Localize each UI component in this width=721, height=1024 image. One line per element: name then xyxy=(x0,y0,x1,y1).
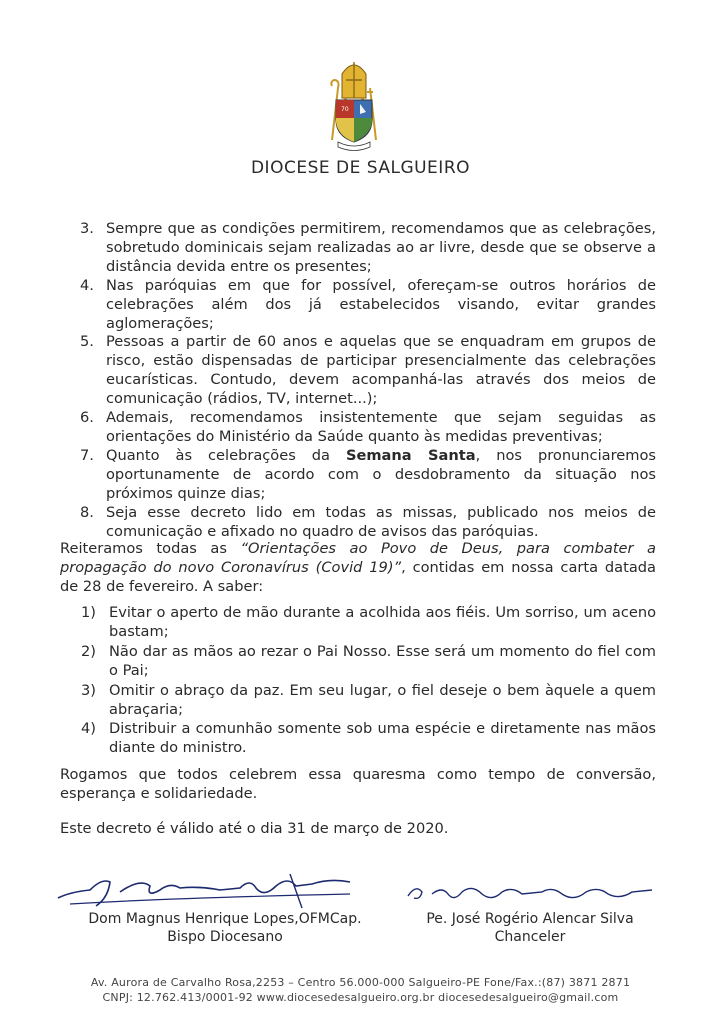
list-item xyxy=(81,604,656,642)
svg-text:70: 70 xyxy=(341,106,349,113)
item-text: Evitar o aperto de mão durante a acolhida aos fiéis. Um sorriso, um aceno bastam; xyxy=(109,604,656,640)
orientations-title: “Orientações ao Povo de Deus, para combater a propagação do novo Coronavírus (Covid 19)” xyxy=(60,540,656,576)
reiteration-paragraph xyxy=(60,540,656,597)
item-text xyxy=(106,447,656,504)
item-text: Ademais, recomendamos insistentemente que sejam seguidas as orientações do Ministério da Saúde quanto às medidas preventivas; xyxy=(106,409,656,445)
list-item xyxy=(81,643,656,681)
diocese-crest-logo xyxy=(318,54,390,158)
footer-contact: CNPJ: 12.762.413/0001-92 www.diocesedesalgueiro.org.br diocesedesalgueiro@gmail.com xyxy=(102,991,619,1004)
item-number: 4) xyxy=(81,720,96,738)
item-text: Nas paróquias em que for possível, ofereçam-se outros horários de celebrações além dos já estabelecidos visando, evitar grandes aglomerações; xyxy=(106,276,656,332)
item-number: 6. xyxy=(80,409,94,427)
list-item xyxy=(80,504,656,542)
item-number: 3. xyxy=(80,220,94,237)
item-text: Pessoas a partir de 60 anos e aquelas que se enquadram em grupos de risco, estão dispensadas de participar presencialmente das celebrações eucarísticas. Contudo, devem acompanhá-las através dos meios de comunicação (rádios, TV, internet...); xyxy=(106,333,656,408)
item-text-part: Quanto às celebrações da xyxy=(106,446,346,464)
orientations-list xyxy=(81,604,656,758)
item-text: Omitir o abraço da paz. Em seu lugar, o fiel deseje o bem àquele a quem abraçaria; xyxy=(109,681,656,718)
signatory-name: Dom Magnus Henrique Lopes,OFMCap. xyxy=(88,911,362,927)
item-number: 3) xyxy=(81,681,96,699)
validity-statement: Este decreto é válido até o dia 31 de março de 2020. xyxy=(60,820,449,837)
reiteration-text: , contidas em nossa carta datada de 28 de fevereiro. A saber: xyxy=(60,558,656,595)
footer-address: Av. Aurora de Carvalho Rosa,2253 – Centro 56.000-000 Salgueiro-PE Fone/Fax.:(87) 3871 2871 xyxy=(90,976,631,989)
diocese-title: DIOCESE DE SALGUEIRO xyxy=(250,158,471,178)
list-item xyxy=(80,447,656,504)
item-number: 5. xyxy=(80,333,94,351)
item-text-part: , nos pronunciaremos oportunamente de acordo com o desdobramento da situação nos próximos quinze dias; xyxy=(106,446,656,502)
decree-items-list xyxy=(80,220,656,541)
list-item xyxy=(81,682,656,720)
bold-term: Semana Santa xyxy=(345,446,476,464)
chancellor-signature-scribble xyxy=(402,876,662,908)
item-number: 2) xyxy=(81,642,96,660)
list-item xyxy=(80,220,656,277)
reiteration-text: Reiteramos todas as xyxy=(60,540,241,557)
list-item xyxy=(80,333,656,409)
item-text: Não dar as mãos ao rezar o Pai Nosso. Esse será um momento do fiel com o Pai; xyxy=(109,642,656,679)
item-number: 1) xyxy=(81,604,96,621)
item-text: Distribuir a comunhão somente sob uma espécie e diretamente nas mãos diante do ministro. xyxy=(109,720,656,757)
signatory-role: Chanceler xyxy=(494,929,566,945)
list-item xyxy=(80,277,656,334)
signatory-name: Pe. José Rogério Alencar Silva xyxy=(426,911,634,927)
bishop-signature-block xyxy=(60,910,390,946)
item-number: 7. xyxy=(80,446,94,464)
item-text: Seja esse decreto lido em todas as missas, publicado nos meios de comunicação e afixado no quadro de avisos das paróquias. xyxy=(106,503,656,540)
chancellor-signature-block xyxy=(410,910,650,946)
closing-paragraph: Rogamos que todos celebrem essa quaresma como tempo de conversão, esperança e solidariedade. xyxy=(60,766,656,802)
item-number: 8. xyxy=(80,503,94,521)
item-text: Sempre que as condições permitirem, recomendamos que as celebrações, sobretudo dominicais sejam realizadas ao ar livre, desde que se observe a distância devida entre os presentes; xyxy=(106,220,656,275)
signatory-role: Bispo Diocesano xyxy=(167,929,283,945)
bishop-signature-scribble xyxy=(50,868,380,914)
list-item xyxy=(80,409,656,447)
item-number: 4. xyxy=(80,276,94,294)
list-item xyxy=(81,720,656,758)
